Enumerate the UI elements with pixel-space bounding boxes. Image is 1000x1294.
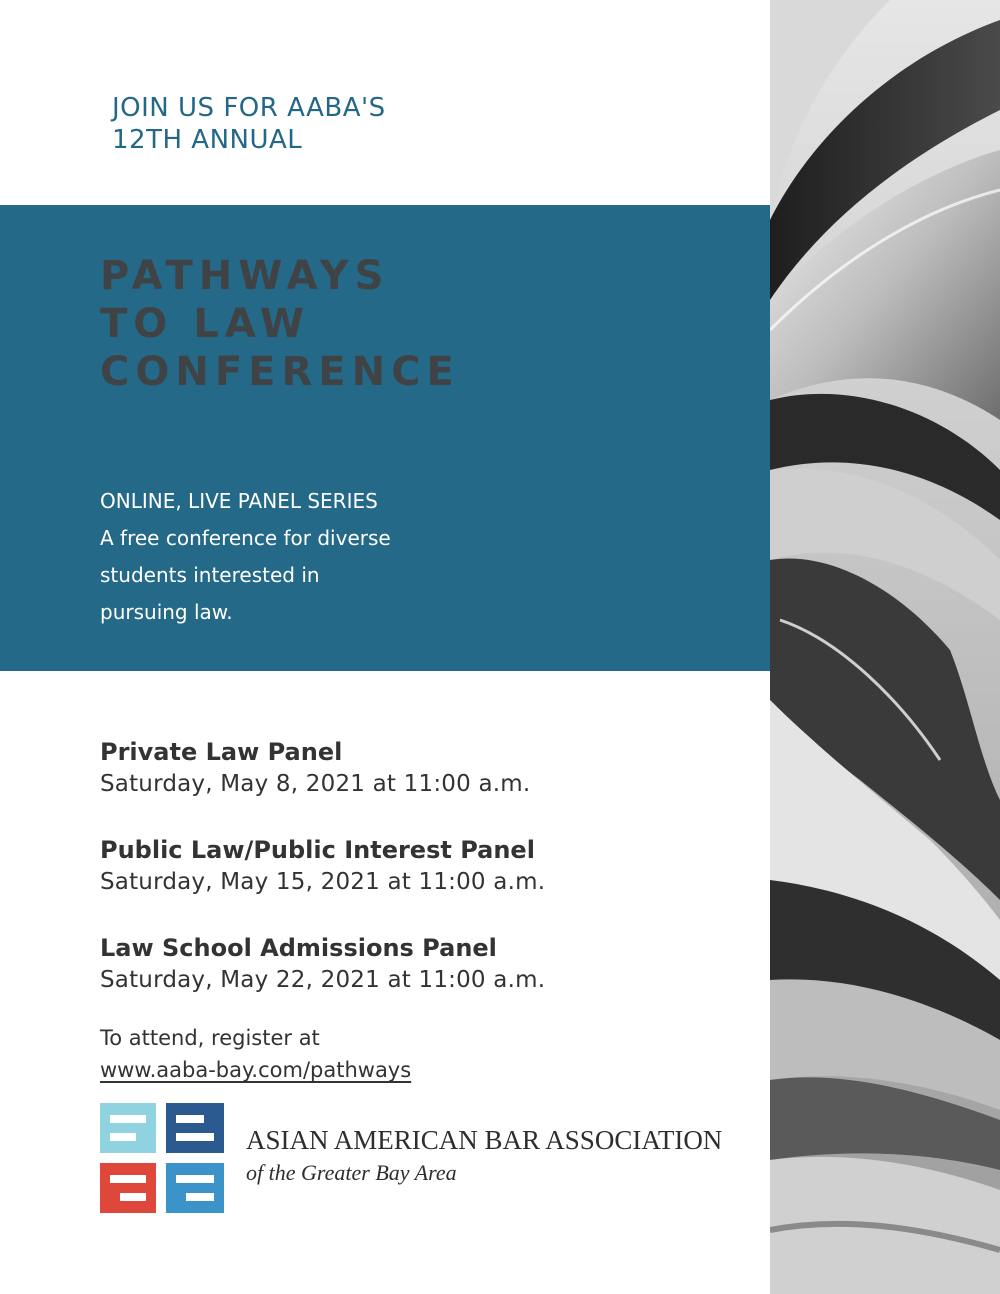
organization-subtitle: of the Greater Bay Area [246,1160,457,1185]
conference-description [100,483,391,631]
description-line-2: A free conference for diverse [100,526,391,550]
description-line-4: pursuing law. [100,600,233,624]
abstract-swirl-artwork [770,0,1000,1294]
panel-item [100,931,545,1029]
panel-item [100,833,545,931]
organization-name: ASIAN AMERICAN BAR ASSOCIATION [246,1125,723,1155]
panel-title: Private Law Panel [100,738,343,766]
title-line-3: CONFERENCE [100,349,460,395]
registration-text: To attend, register at [100,1026,320,1050]
panel-date: Saturday, May 8, 2021 at 11:00 a.m. [100,771,531,797]
panel-date: Saturday, May 15, 2021 at 11:00 a.m. [100,869,546,895]
intro-line-1: JOIN US FOR AABA'S [112,93,386,123]
panel-title: Public Law/Public Interest Panel [100,836,535,864]
panel-date: Saturday, May 22, 2021 at 11:00 a.m. [100,967,546,993]
description-line-1: ONLINE, LIVE PANEL SERIES [100,489,378,513]
conference-title [100,252,460,396]
registration-info [100,1022,411,1086]
intro-line-2: 12TH ANNUAL [112,125,303,155]
panel-item [100,735,545,833]
title-line-2: TO LAW [100,301,310,347]
registration-link[interactable]: www.aaba-bay.com/pathways [100,1058,412,1082]
title-line-1: PATHWAYS [100,253,390,299]
panel-title: Law School Admissions Panel [100,934,497,962]
intro-heading [112,92,386,156]
panel-schedule [100,735,545,1029]
aaba-logo-icon [100,1103,224,1213]
description-line-3: students interested in [100,563,320,587]
